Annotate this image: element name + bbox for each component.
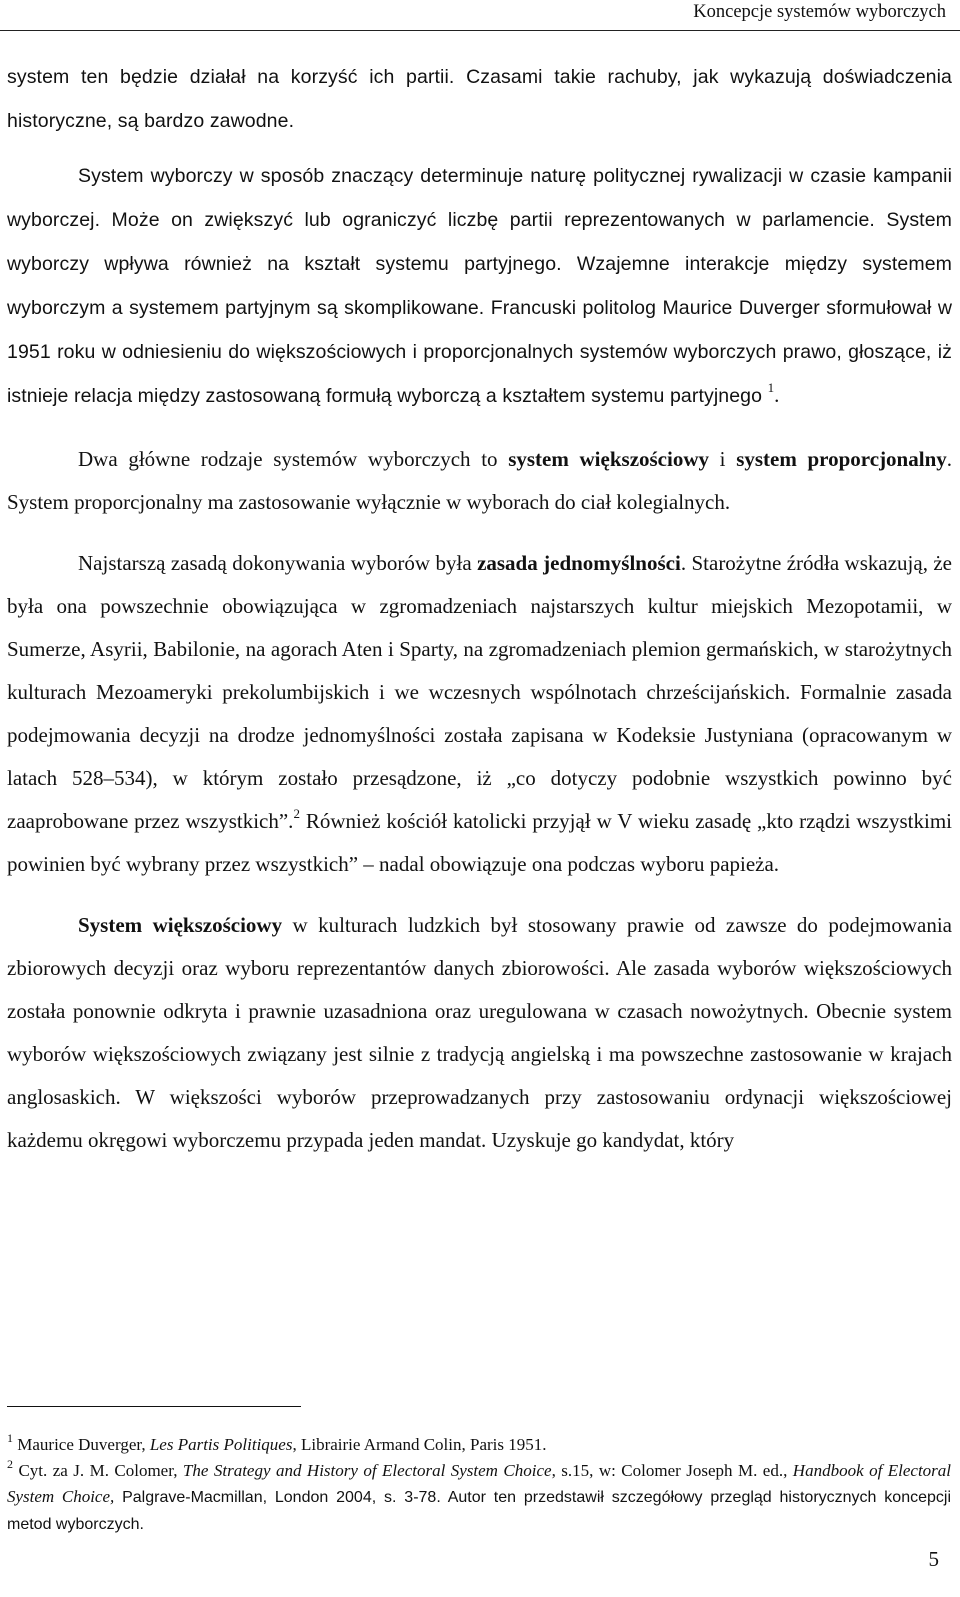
paragraph-4: Najstarszą zasadą dokonywania wyborów była zasada jednomyślności. Starożytne źródła wskazują, że była ona powszechnie obowiązująca w zgromadzeniach najstarszych kultur miejskich Mezopotamii, w Sumerze, Asyrii, Babilonie, na agorach Aten i Sparty, na zgromadzeniach plemion germańskich, w starożytnych kulturach Mezoameryki prekolumbijskich i we wczesnych wspólnotach chrześcijańskich. Formalnie zasada podejmowania decyzji na drodze jednomyślności została zapisana w Kodeksie Justyniana (opracowanym w latach 528–534), w którym zostało przesądzone, iż „co dotyczy podobnie wszystkich powinno być zaaprobowane przez wszystkich”.$^2$ Również kościół katolicki przyjął w V wieku zasadę „kto rządzi wszystkimi powinien być wybrany przez wszystkich” – nadal obowiązuje ona podczas wyboru papieża. — [7, 551, 952, 876]
term-majority-system: system większościowy — [508, 447, 710, 471]
term-proportional-system: system proporcjonalny — [736, 447, 947, 471]
paragraph-3: Dwa główne rodzaje systemów wyborczych to system większościowy i system proporcjonalny. System proporcjonalny ma zastosowanie wyłącznie w wyborach do ciał kolegialnych. — [7, 447, 953, 514]
paragraph-2: System wyborczy w sposób znaczący determinuje naturę politycznej rywalizacji w czasie kampanii wyborczej. Może on zwiększyć lub ograniczyć liczbę partii reprezentowanych w parlamencie. System wyborczy wpływa również na kształt systemu partyjnego. Wzajemne interakcje między systemem wyborczym a systemem partyjnym są skomplikowane. Francuski politolog Maurice Duverger sformułował w 1951 roku w odniesieniu do większościowych i proporcjonalnych systemów wyborczych prawo, głoszące, iż istnieje relacja między zastosowaną formułą wyborczą a kształtem systemu partyjnego $^1$. — [7, 165, 952, 407]
header-rule — [0, 30, 960, 31]
page-number: 5 — [928, 1547, 939, 1571]
paragraph-5: System większościowy w kulturach ludzkich był stosowany prawie od zawsze do podejmowania zbiorowych decyzji oraz wyboru reprezentantów danych zbiorowości. Ale zasada wyborów większościowych została ponownie odkryta i prawnie uzasadniona oraz uregulowana w czasach nowożytnych. Obecnie system wyborów większościowych związany jest silnie z tradycją angielską i ma powszechne zastosowanie w krajach anglosaskich. W większości wyborów przeprowadzanych przy zastosowaniu ordynacji większościowej każdemu okręgowi wyborczemu przypada jeden mandat. Uzyskuje go kandydat, który — [7, 913, 952, 1152]
footnotes — [7, 1432, 951, 1538]
footnote-1: $^1$ Maurice Duverger, Les Partis Politiques, Librairie Armand Colin, Paris 1951. — [7, 1431, 547, 1454]
footnote-ref-2[interactable]: 2 — [293, 806, 300, 821]
body-text — [7, 55, 952, 1173]
paragraph-1: system ten będzie działał na korzyść ich partii. Czasami takie rachuby, jak wykazują doświadczenia historyczne, są bardzo zawodne. — [7, 66, 952, 132]
footnote-2: $^2$ Cyt. za J. M. Colomer, The Strategy and History of Electoral System Choice, s.15, w: Colomer Joseph M. ed., Handbook of Electoral System Choice, Palgrave-Macmillan, London 2004, s. 3-78. Autor ten przedstawił szczegółowy przegląd historycznych koncepcji metod wyborczych. — [7, 1457, 952, 1533]
footnote-ref-1[interactable]: 1 — [767, 380, 775, 395]
running-header: Koncepcje systemów wyborczych — [693, 2, 946, 22]
term-majority-system-2: System większościowy — [78, 913, 283, 937]
footnote-separator — [7, 1406, 301, 1407]
term-unanimity-rule: zasada jednomyślności — [477, 551, 681, 575]
